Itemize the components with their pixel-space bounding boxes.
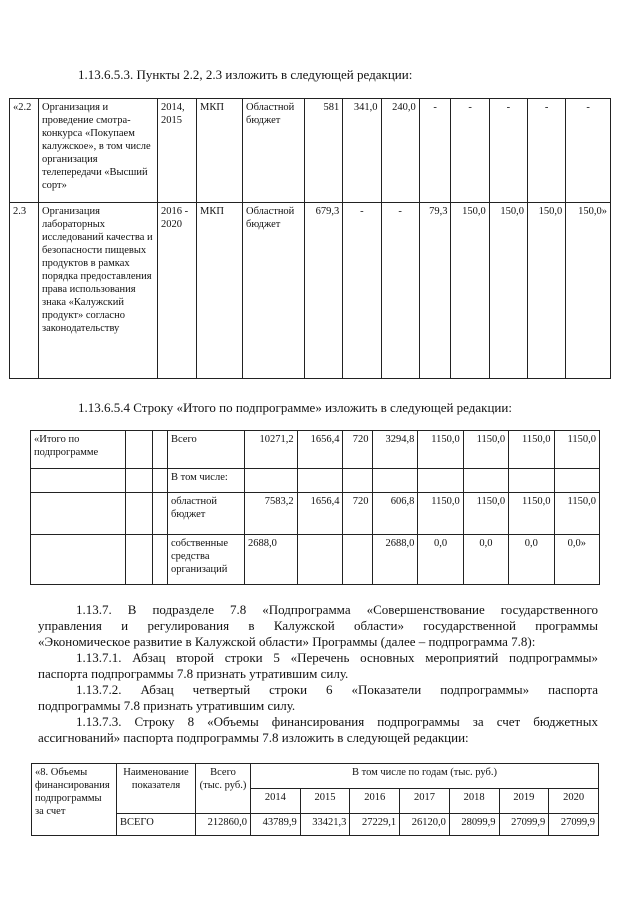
cell-num: 2.3 — [10, 203, 39, 379]
text-line: 1.13.7.1. Абзац второй строки 5 «Перечень основных мероприятий подпрограммы» — [76, 650, 598, 665]
cell-empty — [126, 469, 153, 493]
cell-src: Областной бюджет — [243, 99, 305, 203]
cell-value: 1656,4 — [297, 493, 343, 535]
cell-value: 581 — [305, 99, 343, 203]
cell-value: 150,0 — [527, 203, 565, 379]
cell-value: 720 — [343, 493, 372, 535]
cell-value: 212860,0 — [196, 814, 251, 836]
cell-empty — [153, 431, 168, 469]
cell-value: 2688,0 — [245, 535, 298, 585]
text-line: «Экономическое развитие в Калужской области» Программы (далее – подпрограмма 7.8): — [38, 634, 536, 649]
cell-empty — [153, 493, 168, 535]
table-row — [32, 814, 599, 836]
cell-value: - — [451, 99, 489, 203]
cell-value: 0,0 — [418, 535, 463, 585]
cell-value: 1150,0 — [554, 431, 599, 469]
cell-desc: Организация и проведение смотра-конкурса «Покупаем калужское», в том числе организация телепередачи «Высший сорт» — [39, 99, 158, 203]
cell-year: 2018 — [449, 789, 499, 814]
cell-src: Областной бюджет — [243, 203, 305, 379]
cell-value: 1150,0 — [463, 431, 508, 469]
cell-value: 27229,1 — [350, 814, 400, 836]
cell-label: В том числе: — [168, 469, 245, 493]
cell-year: 2020 — [549, 789, 599, 814]
cell-value: 33421,3 — [300, 814, 350, 836]
cell-years: 2014, 2015 — [158, 99, 197, 203]
cell-value: 720 — [343, 431, 372, 469]
cell-value: - — [527, 99, 565, 203]
cell-title: «Итого по подпрограмме — [31, 431, 126, 469]
cell-label: областной бюджет — [168, 493, 245, 535]
cell-empty — [126, 431, 153, 469]
cell-value: 150,0» — [566, 203, 611, 379]
cell-value — [245, 469, 298, 493]
text-line: паспорта подпрограммы 7.8 признать утратившим силу. — [38, 666, 349, 681]
text-line: 1.13.7. В подразделе 7.8 «Подпрограмма «Совершенствование государственного — [76, 602, 598, 617]
table-financing — [31, 763, 599, 836]
table-row — [31, 431, 600, 469]
cell-value — [343, 469, 372, 493]
table-row — [31, 493, 600, 535]
cell-value: 27099,9 — [499, 814, 549, 836]
cell-value: 150,0 — [451, 203, 489, 379]
cell-empty — [31, 469, 126, 493]
cell-value: 341,0 — [343, 99, 381, 203]
cell-value — [297, 535, 343, 585]
cell-value: 0,0» — [554, 535, 599, 585]
cell-years: 2016 - 2020 — [158, 203, 197, 379]
cell-value: 0,0 — [509, 535, 554, 585]
cell-empty — [126, 493, 153, 535]
cell-value: 1150,0 — [418, 493, 463, 535]
cell-empty — [153, 535, 168, 585]
cell-value: - — [419, 99, 451, 203]
cell-value — [372, 469, 418, 493]
cell-empty — [126, 535, 153, 585]
cell-year: 2019 — [499, 789, 549, 814]
cell-value — [554, 469, 599, 493]
cell-value: 1150,0 — [463, 493, 508, 535]
cell-value: 679,3 — [305, 203, 343, 379]
text-line: управления и регулирования в Калужской области» государственной программы — [38, 618, 598, 633]
cell-value: 2688,0 — [372, 535, 418, 585]
cell-value: 606,8 — [372, 493, 418, 535]
cell-value: 10271,2 — [245, 431, 298, 469]
cell-value — [463, 469, 508, 493]
table-itogo — [30, 430, 600, 585]
cell-empty — [31, 493, 126, 535]
para-1-13-7 — [38, 602, 598, 746]
cell-value: 26120,0 — [400, 814, 450, 836]
cell-year: 2014 — [251, 789, 301, 814]
text-line: 1.13.7.3. Строку 8 «Объемы финансирования подпрограммы за счет бюджетных — [76, 714, 598, 729]
cell-year: 2016 — [350, 789, 400, 814]
cell-value: - — [566, 99, 611, 203]
table-row — [31, 535, 600, 585]
text-line: 1.13.7.2. Абзац четвертый строки 6 «Показатели подпрограммы» паспорта — [76, 682, 598, 697]
text-line: подпрограммы 7.8 признать утратившим силу. — [38, 698, 296, 713]
cell-desc: Организация лабораторных исследований качества и безопасности пищевых продуктов в рамках порядка предоставления права использования знака «Калужский продукт» согласно законодательству — [39, 203, 158, 379]
cell-exec: МКП — [197, 99, 243, 203]
cell-exec: МКП — [197, 203, 243, 379]
cell-year: 2017 — [400, 789, 450, 814]
cell-num: «2.2 — [10, 99, 39, 203]
cell-value: - — [489, 99, 527, 203]
cell-value: 28099,9 — [449, 814, 499, 836]
cell-value: 7583,2 — [245, 493, 298, 535]
cell-label: Всего — [168, 431, 245, 469]
cell-value: 0,0 — [463, 535, 508, 585]
cell-value: - — [381, 203, 419, 379]
cell-value: 3294,8 — [372, 431, 418, 469]
cell-value — [343, 535, 372, 585]
cell-empty — [31, 535, 126, 585]
cell-value: 1656,4 — [297, 431, 343, 469]
cell-empty — [153, 469, 168, 493]
cell-value — [509, 469, 554, 493]
cell-value — [297, 469, 343, 493]
table-row — [10, 203, 611, 379]
cell-value: 43789,9 — [251, 814, 301, 836]
table-items-2-2-2-3 — [9, 98, 611, 379]
cell-value: 79,3 — [419, 203, 451, 379]
cell-year: 2015 — [300, 789, 350, 814]
para-1-13-6-5-3: 1.13.6.5.3. Пункты 2.2, 2.3 изложить в следующей редакции: — [78, 67, 413, 82]
cell-value — [418, 469, 463, 493]
text-line: ассигнований» паспорта подпрограммы 7.8 изложить в следующей редакции: — [38, 730, 469, 745]
cell-value: 240,0 — [381, 99, 419, 203]
table-row — [32, 764, 599, 789]
cell-header: Наименование показателя — [117, 764, 196, 814]
cell-header: «8. Объемы финансирования подпрограммы за счет — [32, 764, 117, 836]
cell-value: 150,0 — [489, 203, 527, 379]
table-row — [31, 469, 600, 493]
cell-value: 1150,0 — [554, 493, 599, 535]
cell-value: 1150,0 — [418, 431, 463, 469]
cell-label: ВСЕГО — [117, 814, 196, 836]
cell-value: - — [343, 203, 381, 379]
cell-header: Всего (тыс. руб.) — [196, 764, 251, 814]
table-row — [10, 99, 611, 203]
cell-header: В том числе по годам (тыс. руб.) — [251, 764, 599, 789]
cell-value: 1150,0 — [509, 431, 554, 469]
cell-label: собственные средства организаций — [168, 535, 245, 585]
para-1-13-6-5-4: 1.13.6.5.4 Строку «Итого по подпрограмме» изложить в следующей редакции: — [78, 400, 512, 415]
cell-value: 27099,9 — [549, 814, 599, 836]
cell-value: 1150,0 — [509, 493, 554, 535]
